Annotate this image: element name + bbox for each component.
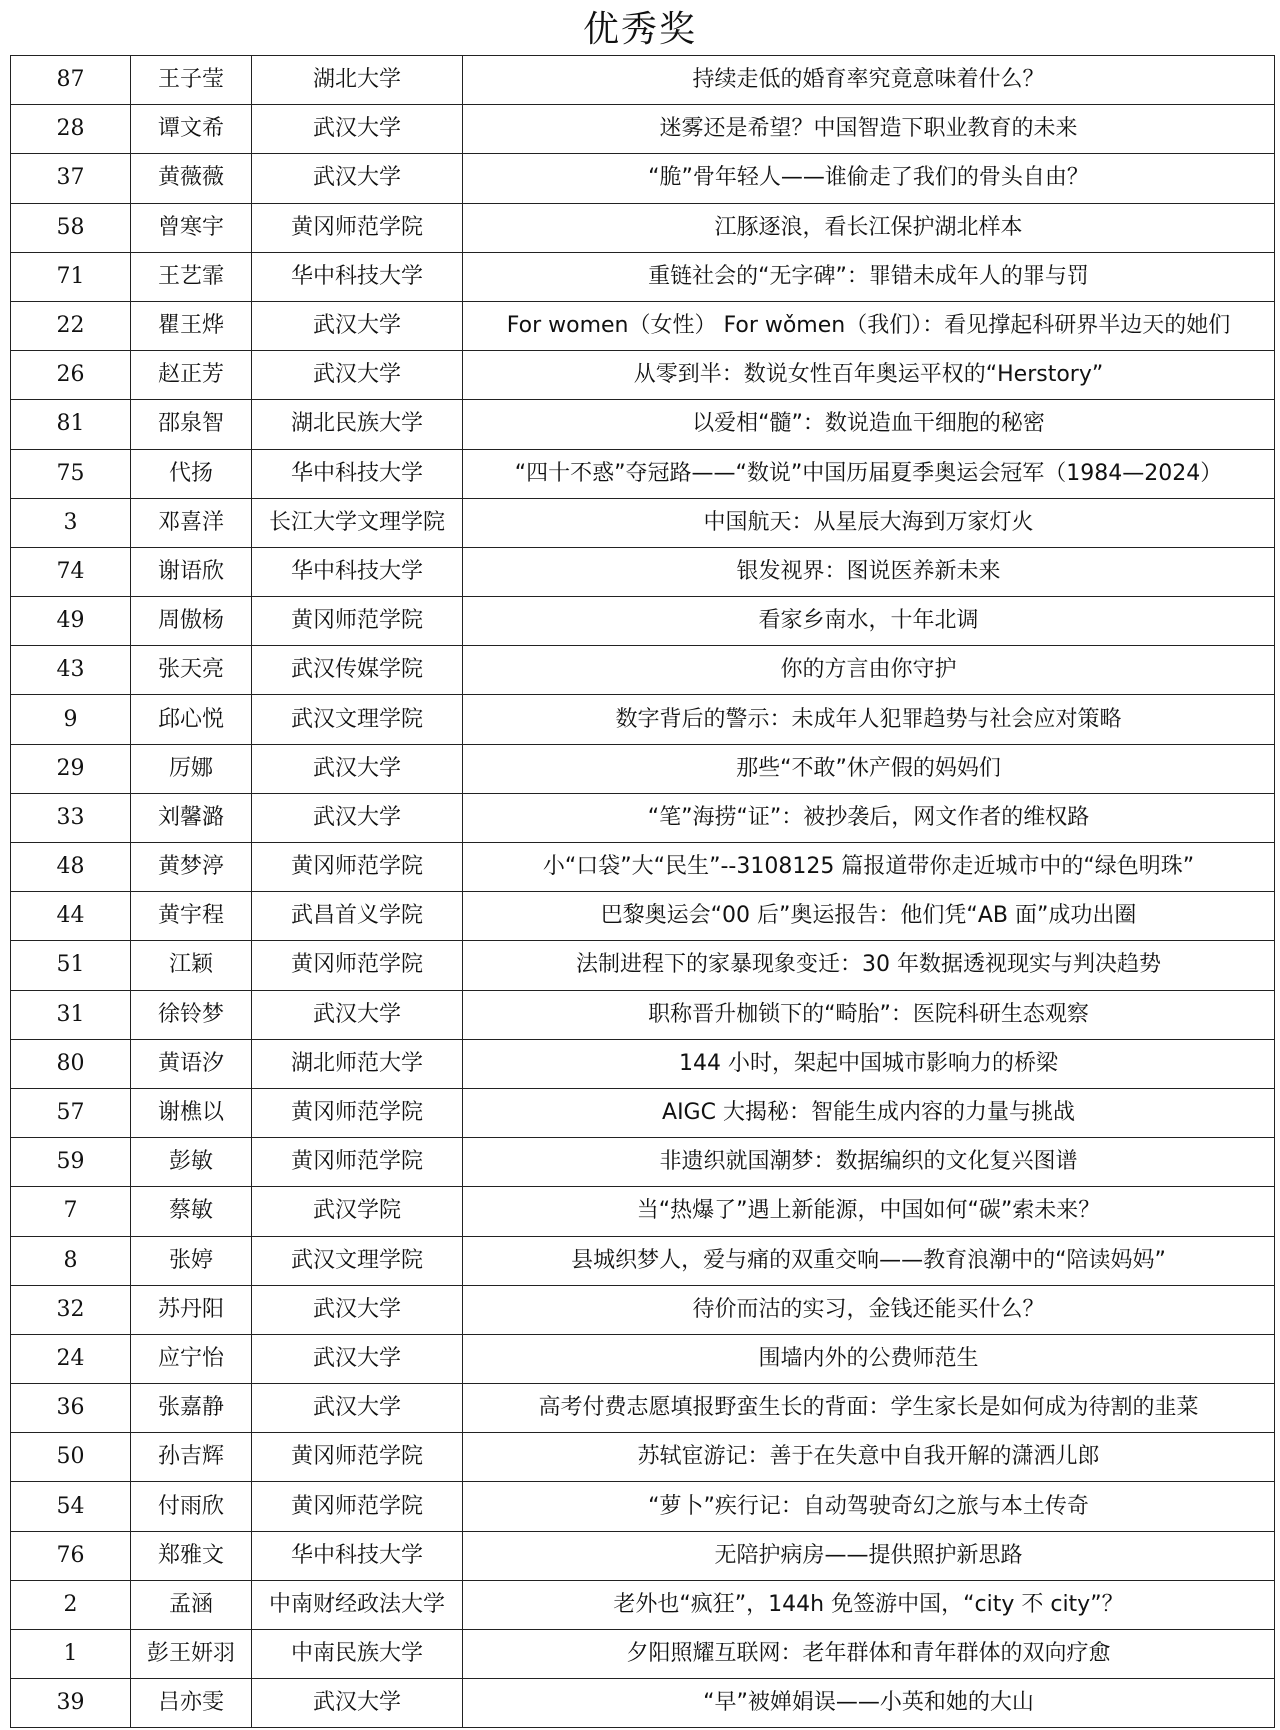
table-row (11, 56, 1275, 105)
entry-number-cell: 50 (11, 1433, 131, 1482)
table-row (11, 1531, 1275, 1580)
school-cell: 武汉大学 (252, 1679, 463, 1728)
entry-number-cell: 9 (11, 695, 131, 744)
school-cell: 华中科技大学 (252, 547, 463, 596)
author-name-cell: 谢樵以 (131, 1088, 252, 1137)
work-title-cell: 法制进程下的家暴现象变迁：30 年数据透视现实与判决趋势 (463, 941, 1275, 990)
work-title-cell: 老外也“疯狂”，144h 免签游中国，“city 不 city”？ (463, 1580, 1275, 1629)
school-cell: 湖北大学 (252, 56, 463, 105)
work-title-cell: 高考付费志愿填报野蛮生长的背面：学生家长是如何成为待割的韭菜 (463, 1384, 1275, 1433)
school-cell: 黄冈师范学院 (252, 1138, 463, 1187)
school-cell: 武汉传媒学院 (252, 646, 463, 695)
entry-number-cell: 48 (11, 843, 131, 892)
author-name-cell: 王子莹 (131, 56, 252, 105)
school-cell: 湖北师范大学 (252, 1039, 463, 1088)
entry-number-cell: 80 (11, 1039, 131, 1088)
table-row (11, 1039, 1275, 1088)
school-cell: 武汉大学 (252, 793, 463, 842)
table-row (11, 498, 1275, 547)
work-title-cell: “笔”海捞“证”：被抄袭后，网文作者的维权路 (463, 793, 1275, 842)
work-title-cell: 持续走低的婚育率究竟意味着什么？ (463, 56, 1275, 105)
entry-number-cell: 58 (11, 203, 131, 252)
entry-number-cell: 2 (11, 1580, 131, 1629)
table-row (11, 1384, 1275, 1433)
entry-number-cell: 57 (11, 1088, 131, 1137)
author-name-cell: 徐铃梦 (131, 990, 252, 1039)
work-title-cell: 中国航天：从星辰大海到万家灯火 (463, 498, 1275, 547)
work-title-cell: 夕阳照耀互联网：老年群体和青年群体的双向疗愈 (463, 1630, 1275, 1679)
school-cell: 武昌首义学院 (252, 892, 463, 941)
school-cell: 武汉大学 (252, 1285, 463, 1334)
entry-number-cell: 51 (11, 941, 131, 990)
entry-number-cell: 59 (11, 1138, 131, 1187)
school-cell: 中南民族大学 (252, 1630, 463, 1679)
school-cell: 黄冈师范学院 (252, 1482, 463, 1531)
author-name-cell: 郑雅文 (131, 1531, 252, 1580)
work-title-cell: 那些“不敢”休产假的妈妈们 (463, 744, 1275, 793)
entry-number-cell: 26 (11, 351, 131, 400)
table-row (11, 547, 1275, 596)
page-title: 优秀奖 (582, 9, 697, 50)
awards-table-body (11, 56, 1275, 1728)
school-cell: 武汉大学 (252, 351, 463, 400)
entry-number-cell: 22 (11, 301, 131, 350)
author-name-cell: 蔡敏 (131, 1187, 252, 1236)
author-name-cell: 刘馨潞 (131, 793, 252, 842)
school-cell: 华中科技大学 (252, 449, 463, 498)
work-title-cell: 你的方言由你守护 (463, 646, 1275, 695)
author-name-cell: 吕亦雯 (131, 1679, 252, 1728)
entry-number-cell: 54 (11, 1482, 131, 1531)
table-row (11, 400, 1275, 449)
author-name-cell: 黄宇程 (131, 892, 252, 941)
table-row (11, 1630, 1275, 1679)
table-row (11, 1088, 1275, 1137)
table-row (11, 695, 1275, 744)
author-name-cell: 曾寒宇 (131, 203, 252, 252)
work-title-cell: 迷雾还是希望？中国智造下职业教育的未来 (463, 105, 1275, 154)
school-cell: 武汉大学 (252, 105, 463, 154)
work-title-cell: 当“热爆了”遇上新能源，中国如何“碳”索未来？ (463, 1187, 1275, 1236)
school-cell: 黄冈师范学院 (252, 1433, 463, 1482)
work-title-cell: “早”被婵娟误——小英和她的大山 (463, 1679, 1275, 1728)
table-row (11, 154, 1275, 203)
author-name-cell: 邵泉智 (131, 400, 252, 449)
work-title-cell: 从零到半：数说女性百年奥运平权的“Herstory” (463, 351, 1275, 400)
entry-number-cell: 43 (11, 646, 131, 695)
author-name-cell: 张婷 (131, 1236, 252, 1285)
work-title-cell: AIGC 大揭秘：智能生成内容的力量与挑战 (463, 1088, 1275, 1137)
author-name-cell: 孙吉辉 (131, 1433, 252, 1482)
author-name-cell: 张天亮 (131, 646, 252, 695)
work-title-cell: 以爱相“髓”：数说造血干细胞的秘密 (463, 400, 1275, 449)
school-cell: 黄冈师范学院 (252, 203, 463, 252)
entry-number-cell: 29 (11, 744, 131, 793)
entry-number-cell: 75 (11, 449, 131, 498)
table-row (11, 105, 1275, 154)
author-name-cell: 谭文希 (131, 105, 252, 154)
work-title-cell: “四十不惑”夺冠路——“数说”中国历届夏季奥运会冠军（1984—2024） (463, 449, 1275, 498)
school-cell: 武汉文理学院 (252, 695, 463, 744)
table-row (11, 1187, 1275, 1236)
author-name-cell: 赵正芳 (131, 351, 252, 400)
entry-number-cell: 76 (11, 1531, 131, 1580)
school-cell: 华中科技大学 (252, 252, 463, 301)
author-name-cell: 瞿王烨 (131, 301, 252, 350)
entry-number-cell: 87 (11, 56, 131, 105)
table-row (11, 252, 1275, 301)
school-cell: 武汉大学 (252, 744, 463, 793)
author-name-cell: 周傲杨 (131, 597, 252, 646)
author-name-cell: 彭敏 (131, 1138, 252, 1187)
author-name-cell: 黄语汐 (131, 1039, 252, 1088)
school-cell: 中南财经政法大学 (252, 1580, 463, 1629)
entry-number-cell: 3 (11, 498, 131, 547)
table-row (11, 351, 1275, 400)
entry-number-cell: 32 (11, 1285, 131, 1334)
work-title-cell: 县城织梦人，爱与痛的双重交响——教育浪潮中的“陪读妈妈” (463, 1236, 1275, 1285)
table-row (11, 1334, 1275, 1383)
entry-number-cell: 81 (11, 400, 131, 449)
entry-number-cell: 8 (11, 1236, 131, 1285)
entry-number-cell: 74 (11, 547, 131, 596)
table-row (11, 892, 1275, 941)
work-title-cell: “萝卜”疾行记：自动驾驶奇幻之旅与本土传奇 (463, 1482, 1275, 1531)
work-title-cell: 重链社会的“无字碑”：罪错未成年人的罪与罚 (463, 252, 1275, 301)
work-title-cell: 看家乡南水，十年北调 (463, 597, 1275, 646)
author-name-cell: 黄梦渟 (131, 843, 252, 892)
school-cell: 武汉大学 (252, 301, 463, 350)
work-title-cell: 江豚逐浪，看长江保护湖北样本 (463, 203, 1275, 252)
table-row (11, 1580, 1275, 1629)
school-cell: 长江大学文理学院 (252, 498, 463, 547)
table-row (11, 843, 1275, 892)
author-name-cell: 应宁怡 (131, 1334, 252, 1383)
table-row (11, 597, 1275, 646)
entry-number-cell: 37 (11, 154, 131, 203)
author-name-cell: 苏丹阳 (131, 1285, 252, 1334)
author-name-cell: 代扬 (131, 449, 252, 498)
school-cell: 武汉大学 (252, 990, 463, 1039)
school-cell: 华中科技大学 (252, 1531, 463, 1580)
work-title-cell: 银发视界：图说医养新未来 (463, 547, 1275, 596)
author-name-cell: 彭王妍羽 (131, 1630, 252, 1679)
work-title-cell: 数字背后的警示：未成年人犯罪趋势与社会应对策略 (463, 695, 1275, 744)
entry-number-cell: 71 (11, 252, 131, 301)
table-row (11, 1433, 1275, 1482)
author-name-cell: 厉娜 (131, 744, 252, 793)
work-title-cell: For women（女性） For wǒmen（我们）：看见撑起科研界半边天的她们 (463, 301, 1275, 350)
table-row (11, 941, 1275, 990)
author-name-cell: 邱心悦 (131, 695, 252, 744)
table-row (11, 1236, 1275, 1285)
entry-number-cell: 7 (11, 1187, 131, 1236)
table-row (11, 301, 1275, 350)
work-title-cell: 职称晋升枷锁下的“畸胎”：医院科研生态观察 (463, 990, 1275, 1039)
work-title-cell: “脆”骨年轻人——谁偷走了我们的骨头自由？ (463, 154, 1275, 203)
work-title-cell: 小“口袋”大“民生”--3108125 篇报道带你走近城市中的“绿色明珠” (463, 843, 1275, 892)
author-name-cell: 江颖 (131, 941, 252, 990)
author-name-cell: 谢语欣 (131, 547, 252, 596)
school-cell: 武汉大学 (252, 1334, 463, 1383)
entry-number-cell: 31 (11, 990, 131, 1039)
work-title-cell: 144 小时，架起中国城市影响力的桥梁 (463, 1039, 1275, 1088)
work-title-cell: 待价而沽的实习，金钱还能买什么？ (463, 1285, 1275, 1334)
awards-table (10, 55, 1275, 1728)
table-row (11, 203, 1275, 252)
work-title-cell: 无陪护病房——提供照护新思路 (463, 1531, 1275, 1580)
work-title-cell: 非遗织就国潮梦：数据编织的文化复兴图谱 (463, 1138, 1275, 1187)
author-name-cell: 付雨欣 (131, 1482, 252, 1531)
work-title-cell: 苏轼宦游记：善于在失意中自我开解的潇洒儿郎 (463, 1433, 1275, 1482)
author-name-cell: 孟涵 (131, 1580, 252, 1629)
table-row (11, 1138, 1275, 1187)
work-title-cell: 巴黎奥运会“00 后”奥运报告：他们凭“AB 面”成功出圈 (463, 892, 1275, 941)
school-cell: 武汉大学 (252, 1384, 463, 1433)
school-cell: 黄冈师范学院 (252, 597, 463, 646)
entry-number-cell: 28 (11, 105, 131, 154)
table-row (11, 744, 1275, 793)
entry-number-cell: 1 (11, 1630, 131, 1679)
entry-number-cell: 33 (11, 793, 131, 842)
school-cell: 武汉文理学院 (252, 1236, 463, 1285)
school-cell: 黄冈师范学院 (252, 941, 463, 990)
table-row (11, 793, 1275, 842)
table-row (11, 990, 1275, 1039)
entry-number-cell: 36 (11, 1384, 131, 1433)
entry-number-cell: 24 (11, 1334, 131, 1383)
table-row (11, 646, 1275, 695)
school-cell: 武汉学院 (252, 1187, 463, 1236)
entry-number-cell: 39 (11, 1679, 131, 1728)
author-name-cell: 邓喜洋 (131, 498, 252, 547)
work-title-cell: 围墙内外的公费师范生 (463, 1334, 1275, 1383)
school-cell: 黄冈师范学院 (252, 1088, 463, 1137)
entry-number-cell: 44 (11, 892, 131, 941)
school-cell: 湖北民族大学 (252, 400, 463, 449)
author-name-cell: 黄薇薇 (131, 154, 252, 203)
table-row (11, 1285, 1275, 1334)
school-cell: 武汉大学 (252, 154, 463, 203)
table-row (11, 1679, 1275, 1728)
author-name-cell: 王艺霏 (131, 252, 252, 301)
table-row (11, 449, 1275, 498)
school-cell: 黄冈师范学院 (252, 843, 463, 892)
table-row (11, 1482, 1275, 1531)
entry-number-cell: 49 (11, 597, 131, 646)
author-name-cell: 张嘉静 (131, 1384, 252, 1433)
